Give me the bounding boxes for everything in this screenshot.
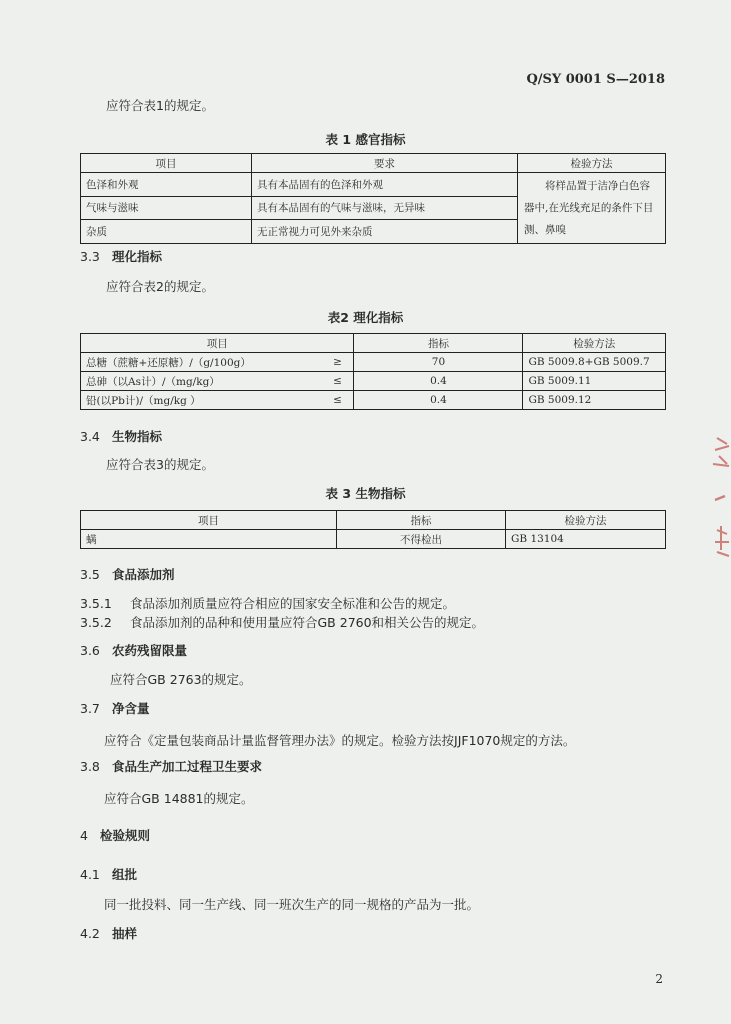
table-header-cell: 指标 [354, 334, 523, 353]
table-cell: 色泽和外观 [81, 173, 252, 197]
operator-cell: ≤ [321, 391, 354, 410]
clause-number: 3.5.1 [80, 596, 112, 611]
table-cell: 杂质 [81, 220, 252, 244]
section-3-5-heading [80, 565, 175, 583]
table-header-cell: 项目 [81, 511, 337, 530]
section-title: 食品生产加工过程卫生要求 [112, 759, 263, 774]
section-number: 3.3 [80, 249, 100, 264]
section-3-4-heading [80, 427, 162, 445]
clause-text: 食品添加剂的品种和使用量应符合GB 2760和相关公告的规定。 [130, 615, 485, 630]
table3-title: 表 3 生物指标 [325, 486, 406, 501]
section-title: 净含量 [112, 701, 150, 716]
stamp-mark-icon [703, 430, 731, 580]
section-4-2-heading [80, 924, 137, 942]
operator-cell: ≥ [321, 353, 354, 372]
clause-3-5-1 [80, 594, 455, 612]
section-4-heading [80, 826, 150, 844]
section-title: 组批 [112, 867, 138, 882]
table-cell: 铅(以Pb计)/（mg/kg ） [81, 391, 322, 410]
clause-text: 食品添加剂质量应符合相应的国家安全标准和公告的规定。 [130, 596, 456, 611]
section-number: 4 [80, 828, 88, 843]
table-row [81, 530, 666, 549]
table-row [81, 391, 666, 410]
table-header-cell: 项目 [81, 334, 354, 353]
table-header-row [81, 154, 666, 173]
table-cell: 螨 [81, 530, 337, 549]
table-row [81, 353, 666, 372]
table-header-cell: 要求 [252, 154, 518, 173]
table-row [81, 173, 666, 197]
table2-title: 表2 理化指标 [327, 310, 404, 325]
section-number: 4.2 [80, 926, 100, 941]
table-header-cell: 项目 [81, 154, 252, 173]
section-number: 3.4 [80, 429, 100, 444]
table-header-row [81, 511, 666, 530]
table-cell: 不得检出 [337, 530, 506, 549]
table-cell: 0.4 [354, 372, 523, 391]
table-header-cell: 检验方法 [518, 154, 666, 173]
table-cell: GB 13104 [506, 530, 666, 549]
section-title: 农药残留限量 [112, 643, 188, 658]
section-number: 3.5 [80, 567, 100, 582]
section-3-6-heading [80, 641, 187, 659]
page-number: 2 [655, 972, 663, 986]
table1-title: 表 1 感官指标 [325, 132, 406, 147]
section-title: 生物指标 [112, 429, 163, 444]
table-cell: GB 5009.12 [523, 391, 666, 410]
section-3-7-text: 应符合《定量包装商品计量监督管理办法》的规定。检验方法按JJF1070规定的方法。 [104, 733, 576, 748]
table-header-cell: 检验方法 [506, 511, 666, 530]
section-number: 3.7 [80, 701, 100, 716]
section-3-3-heading [80, 247, 162, 265]
table-cell: GB 5009.11 [523, 372, 666, 391]
table-cell: 70 [354, 353, 523, 372]
table-cell: 具有本品固有的色泽和外观 [252, 173, 518, 197]
operator-cell: ≤ [321, 372, 354, 391]
section-4-1-heading [80, 865, 137, 883]
table-cell: 无正常视力可见外来杂质 [252, 220, 518, 244]
section-3-8-heading [80, 757, 262, 775]
method-line: 测、鼻嗅 [524, 224, 566, 236]
table-cell: 0.4 [354, 391, 523, 410]
table-header-cell: 检验方法 [523, 334, 666, 353]
table-header-cell: 指标 [337, 511, 506, 530]
section-title: 食品添加剂 [112, 567, 175, 582]
table-cell: 总糖（蔗糖+还原糖）/（g/100g） [81, 353, 322, 372]
method-line: 将样品置于洁净白色容 [545, 180, 650, 192]
table1 [80, 153, 666, 244]
clause-number: 3.5.2 [80, 615, 112, 630]
section-title: 检验规则 [100, 828, 151, 843]
section-number: 3.6 [80, 643, 100, 658]
table-row [81, 372, 666, 391]
method-cell [518, 173, 666, 244]
table2 [80, 333, 666, 410]
section-3-8-text: 应符合GB 14881的规定。 [104, 791, 254, 806]
table-cell: 总砷（以As计）/（mg/kg） [81, 372, 322, 391]
table-cell: 气味与滋味 [81, 196, 252, 220]
table-cell: GB 5009.8+GB 5009.7 [523, 353, 666, 372]
method-line: 器中,在光线充足的条件下目 [524, 202, 654, 214]
intro-text: 应符合表1的规定。 [106, 98, 214, 113]
section-3-4-text: 应符合表3的规定。 [106, 457, 214, 472]
section-3-3-text: 应符合表2的规定。 [106, 279, 214, 294]
clause-3-5-2 [80, 613, 484, 631]
section-number: 3.8 [80, 759, 100, 774]
section-number: 4.1 [80, 867, 100, 882]
section-3-7-heading [80, 699, 150, 717]
section-4-1-text: 同一批投料、同一生产线、同一班次生产的同一规格的产品为一批。 [104, 897, 480, 912]
section-3-6-text: 应符合GB 2763的规定。 [110, 672, 252, 687]
table-header-row [81, 334, 666, 353]
table3 [80, 510, 666, 549]
section-title: 抽样 [112, 926, 138, 941]
section-title: 理化指标 [112, 249, 163, 264]
document-id: Q/SY 0001 S—2018 [526, 72, 665, 87]
table-cell: 具有本品固有的气味与滋味，无异味 [252, 196, 518, 220]
